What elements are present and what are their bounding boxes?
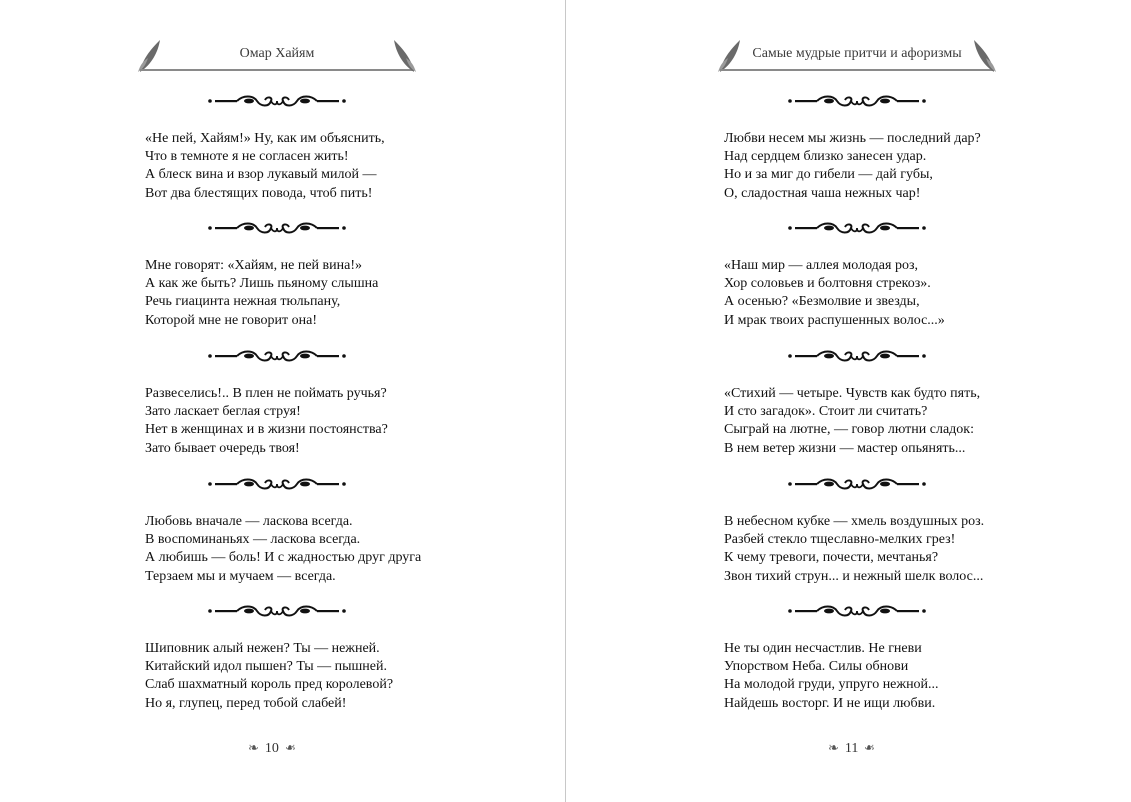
verse-line: Что в темноте я не согласен жить!	[145, 149, 349, 165]
scroll-divider-icon	[207, 350, 347, 362]
verse-line: Хор соловьев и болтовня стрекоз».	[724, 276, 931, 292]
verse-line: «Не пей, Хайям!» Ну, как им объяснить,	[145, 131, 385, 146]
curl-ornament-icon: ❧	[284, 740, 296, 755]
stanza	[145, 130, 385, 203]
verse-line: Над сердцем близко занесен удар.	[724, 149, 927, 165]
scroll-divider-icon	[207, 95, 347, 107]
verse-line: Нет в женщинах и в жизни постоянства?	[145, 422, 388, 438]
verse-line: Которой мне не говорит она!	[145, 312, 318, 328]
verse-line: Упорством Неба. Силы обнови	[724, 659, 909, 675]
curl-ornament-icon: ❧	[248, 740, 259, 755]
running-header-title: Самые мудрые притчи и афоризмы	[752, 46, 962, 61]
verse-line: Речь гиацинта нежная тюльпану,	[145, 294, 341, 310]
verse-line: Шиповник алый нежен? Ты — нежней.	[145, 641, 380, 656]
verse-line: В нем ветер жизни — мастер опьянять...	[724, 440, 966, 456]
verse-line: Любовь вначале — ласкова всегда.	[145, 514, 353, 529]
stanza	[724, 640, 939, 713]
verse-line: Не ты один несчастлив. Не гневи	[724, 641, 922, 656]
leaf-ornament-icon	[970, 38, 998, 74]
verse-line: На молодой груди, упруго нежной...	[724, 677, 939, 693]
verse-line: Зато бывает очередь твоя!	[145, 440, 300, 456]
scroll-divider-icon	[787, 350, 927, 362]
stanza	[145, 513, 421, 586]
scroll-divider-icon	[207, 605, 347, 617]
right-page	[566, 0, 1131, 802]
verse-line: Но я, глупец, перед тобой слабей!	[145, 695, 347, 711]
stanza	[724, 130, 981, 203]
page-number-value: 10	[264, 741, 279, 756]
verse-line: Мне говорят: «Хайям, не пей вина!»	[145, 258, 362, 273]
verse-line: А осенью? «Безмолвие и звезды,	[724, 294, 920, 310]
verse-line: Найдешь восторг. И не ищи любви.	[724, 695, 936, 711]
verse-line: Звон тихий струн... и нежный шелк волос...	[724, 568, 984, 584]
verse-line: В воспоминаньях — ласкова всегда.	[145, 532, 361, 548]
left-page	[0, 0, 565, 802]
verse-line: А любишь — боль! И с жадностью друг друга	[145, 550, 422, 566]
curl-ornament-icon: ❧	[864, 740, 876, 755]
header-rule	[720, 69, 994, 71]
verse-line: «Наш мир — аллея молодая роз,	[724, 258, 918, 273]
scroll-divider-icon	[787, 222, 927, 234]
verse-line: К чему тревоги, почести, мечтанья?	[724, 550, 939, 566]
verse-line: Любви несем мы жизнь — последний дар?	[724, 131, 981, 146]
verse-line: «Стихий — четыре. Чувств как будто пять,	[724, 386, 981, 401]
verse-line: А как же быть? Лишь пьяному слышна	[145, 276, 379, 292]
verse-line: Китайский идол пышен? Ты — пышней.	[145, 659, 387, 675]
running-header-title: Омар Хайям	[239, 46, 315, 61]
scroll-divider-icon	[787, 605, 927, 617]
verse-line: Терзаем мы и мучаем — всегда.	[145, 568, 336, 584]
header-rule	[140, 69, 414, 71]
scroll-divider-icon	[207, 478, 347, 490]
page-number	[828, 740, 875, 757]
scroll-divider-icon	[787, 478, 927, 490]
stanza	[145, 257, 378, 330]
verse-line: А блеск вина и взор лукавый милой —	[145, 167, 377, 183]
stanza	[145, 640, 393, 713]
verse-line: Зато ласкает беглая струя!	[145, 404, 301, 420]
running-header	[136, 38, 418, 78]
verse-line: Сыграй на лютне, — говор лютни сладок:	[724, 422, 974, 438]
scroll-divider-icon	[207, 222, 347, 234]
verse-line: В небесном кубке — хмель воздушных роз.	[724, 514, 985, 529]
page-number-value: 11	[844, 741, 859, 756]
leaf-ornament-icon	[390, 38, 418, 74]
verse-line: Развеселись!.. В плен не поймать ручья?	[145, 386, 387, 401]
verse-line: Но и за миг до гибели — дай губы,	[724, 167, 933, 183]
page-number	[248, 740, 296, 757]
stanza	[145, 385, 388, 458]
verse-line: Разбей стекло тщеславно-мелких грез!	[724, 532, 956, 548]
verse-line: И мрак твоих распушенных волос...»	[724, 312, 945, 328]
verse-line: И сто загадок». Стоит ли считать?	[724, 404, 928, 420]
running-header	[716, 38, 998, 78]
scroll-divider-icon	[787, 95, 927, 107]
stanza	[724, 385, 980, 458]
verse-line: Вот два блестящих повода, чтоб пить!	[145, 185, 373, 201]
verse-line: Слаб шахматный король пред королевой?	[145, 677, 394, 693]
verse-line: О, сладостная чаша нежных чар!	[724, 185, 921, 201]
stanza	[724, 257, 945, 330]
stanza	[724, 513, 984, 586]
curl-ornament-icon: ❧	[828, 740, 839, 755]
